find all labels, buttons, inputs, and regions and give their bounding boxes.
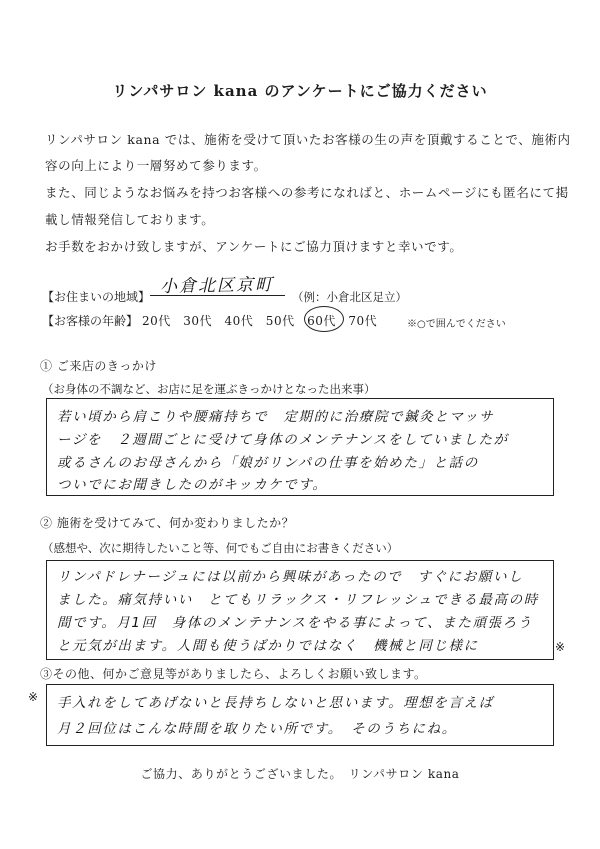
area-example: （例：小倉北区足立） — [292, 290, 407, 304]
q1-answer-box — [46, 398, 554, 496]
q2-answer-line-2: ました。痛気持いい とてもリラックス・リフレッシュできる最高の時 — [57, 592, 539, 608]
q1-answer-line-4: ついでにお聞きしたのがキッカケです。 — [57, 477, 328, 493]
area-label: 【お住まいの地域】 — [42, 290, 151, 304]
q1-answer-line-1: 若い頃から肩こりや腰痛持ちで 定期的に治療院で鍼灸とマッサ — [57, 409, 495, 425]
q3-answer-box — [46, 684, 554, 746]
q2-title: ② 施術を受けてみて、何か変わりましたか？ — [40, 516, 295, 530]
q2-answer-line-1: リンパドレナージュには以前から興味があったので すぐにお願いし — [57, 569, 524, 585]
q3-continuation-mark: ※ — [28, 690, 39, 704]
area-value: 小倉北区京町 — [159, 275, 275, 297]
q2-answer-line-3: 間です。月1回 身体のメンテナンスをやる事によって、また頑張ろう — [57, 615, 533, 631]
intro-line-2: 容の向上により一層努めて参ります。 — [45, 158, 267, 173]
age-note: ※○で囲んでください — [407, 319, 506, 330]
intro-line-1: リンパサロン kana では、施術を受けて頂いたお客様の生の声を頂戴することで、施術内 — [45, 132, 571, 147]
intro-line-3: また、同じようなお悩みを持つお客様への参考になればと、ホームページにも匿名にて掲 — [45, 185, 569, 200]
age-label: 【お客様の年齢】 — [42, 314, 139, 328]
intro-line-4: 載し情報発信しております。 — [45, 212, 215, 227]
q3-title: ③その他、何かご意見等がありましたら、よろしくお願い致します。 — [40, 667, 427, 681]
closing-message: ご協力、ありがとうございました。 リンパサロン kana — [140, 767, 460, 781]
age-options: 20代 30代 40代 50代 60代 70代 — [142, 314, 378, 328]
age-selected-circle — [304, 306, 344, 332]
page-title: リンパサロン kana のアンケートにご協力ください — [112, 82, 488, 100]
q3-answer-line-1: 手入れをしてあげないと長持ちしないと思います。理想を言えば — [57, 695, 494, 711]
q2-answer-line-4: と元気が出ます。人間も使うばかりではなく 機械と同じ様に — [57, 638, 479, 654]
q1-answer-line-2: ージを ２週間ごとに受けて身体のメンテナンスをしていましたが — [57, 432, 509, 448]
intro-line-5: お手数をおかけ致しますが、アンケートにご協力頂けますと幸いです。 — [45, 239, 463, 254]
q3-answer-line-2: 月２回位はこんな時間を取りたい所です。 そのうちにね。 — [57, 721, 457, 737]
q2-answer-box — [46, 560, 554, 660]
area-underline — [150, 295, 285, 296]
q1-answer-line-3: 或るさんのお母さんから「娘がリンパの仕事を始めた」と話の — [57, 455, 479, 471]
q1-title: ① ご来店のきっかけ — [40, 359, 157, 373]
q2-subtitle: （感想や、次に期待したいこと等、何でもご自由にお書きください） — [42, 541, 399, 555]
q1-subtitle: （お身体の不調など、お店に足を運ぶきっかけとなった出来事） — [42, 382, 376, 396]
q2-continuation-mark: ※ — [555, 640, 566, 654]
